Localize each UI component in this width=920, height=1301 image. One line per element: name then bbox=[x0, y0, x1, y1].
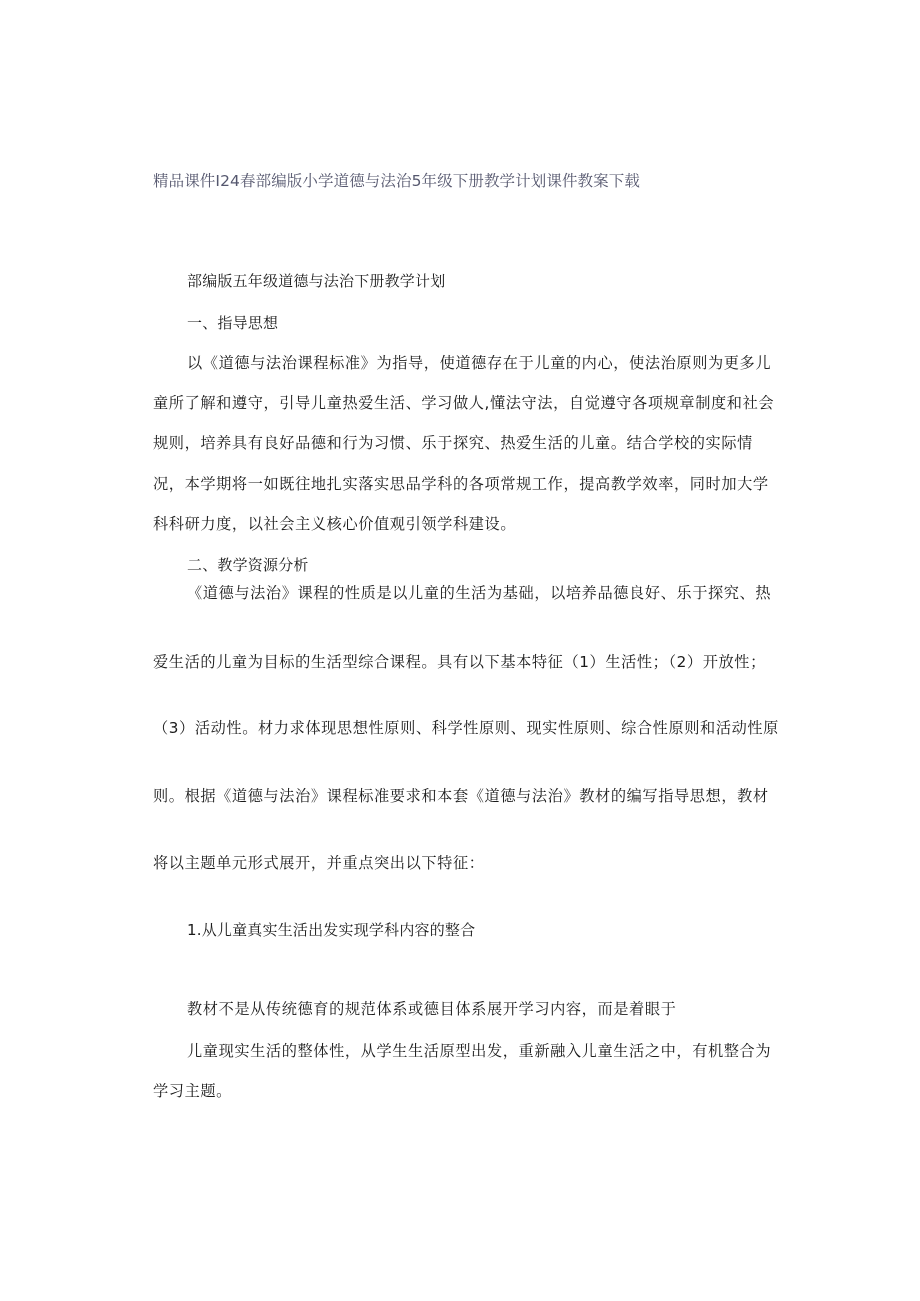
paragraph-line: 学习主题。 bbox=[153, 1082, 232, 1100]
paragraph-line: 规则，培养具有良好品德和行为习惯、乐于探究、热爱生活的儿童。结合学校的实际情 bbox=[153, 434, 753, 452]
document-title: 部编版五年级道德与法治下册教学计划 bbox=[187, 272, 446, 290]
paragraph-line: 将以主题单元形式展开，并重点突出以下特征： bbox=[153, 854, 485, 872]
paragraph-line: 以《道德与法治课程标准》为指导，使道德存在于儿童的内心，使法治原则为更多儿 bbox=[187, 354, 772, 372]
section-heading-resource-analysis: 二、教学资源分析 bbox=[187, 556, 309, 574]
paragraph-line: （3）活动性。材力求体现思想性原则、科学性原则、现实性原则、综合性原则和活动性原 bbox=[153, 719, 779, 737]
paragraph-line: 《道德与法治》课程的性质是以儿童的生活为基础，以培养品德良好、乐于探究、热 bbox=[187, 584, 772, 602]
paragraph-line: 爱生活的儿童为目标的生活型综合课程。具有以下基本特征（1）生活性；（2）开放性； bbox=[153, 653, 766, 671]
section-heading-guiding-ideology: 一、指导思想 bbox=[187, 314, 279, 332]
paragraph-line: 童所了解和遵守，引导儿童热爱生活、学习做人,懂法守法，自觉遵守各项规章制度和社会 bbox=[153, 394, 775, 412]
subsection-heading-point-1: 1.从儿童真实生活出发实现学科内容的整合 bbox=[187, 921, 476, 939]
paragraph-line: 则。根据《道德与法治》课程标准要求和本套《道德与法治》教材的编写指导思想，教材 bbox=[153, 787, 769, 805]
paragraph-line: 况，本学期将一如既往地扎实落实思品学科的各项常规工作，提高教学效率，同时加大学 bbox=[153, 475, 769, 493]
paragraph-line: 儿童现实生活的整体性，从学生生活原型出发，重新融入儿童生活之中，有机整合为 bbox=[187, 1042, 772, 1060]
paragraph-line: 教材不是从传统德育的规范体系或德目体系展开学习内容，而是着眼于 bbox=[187, 1000, 677, 1018]
page-header: 精品课件I24春部编版小学道德与法治5年级下册教学计划课件教案下载 bbox=[153, 172, 640, 190]
paragraph-line: 科科研力度，以社会主义核心价值观引领学科建设。 bbox=[153, 515, 517, 533]
